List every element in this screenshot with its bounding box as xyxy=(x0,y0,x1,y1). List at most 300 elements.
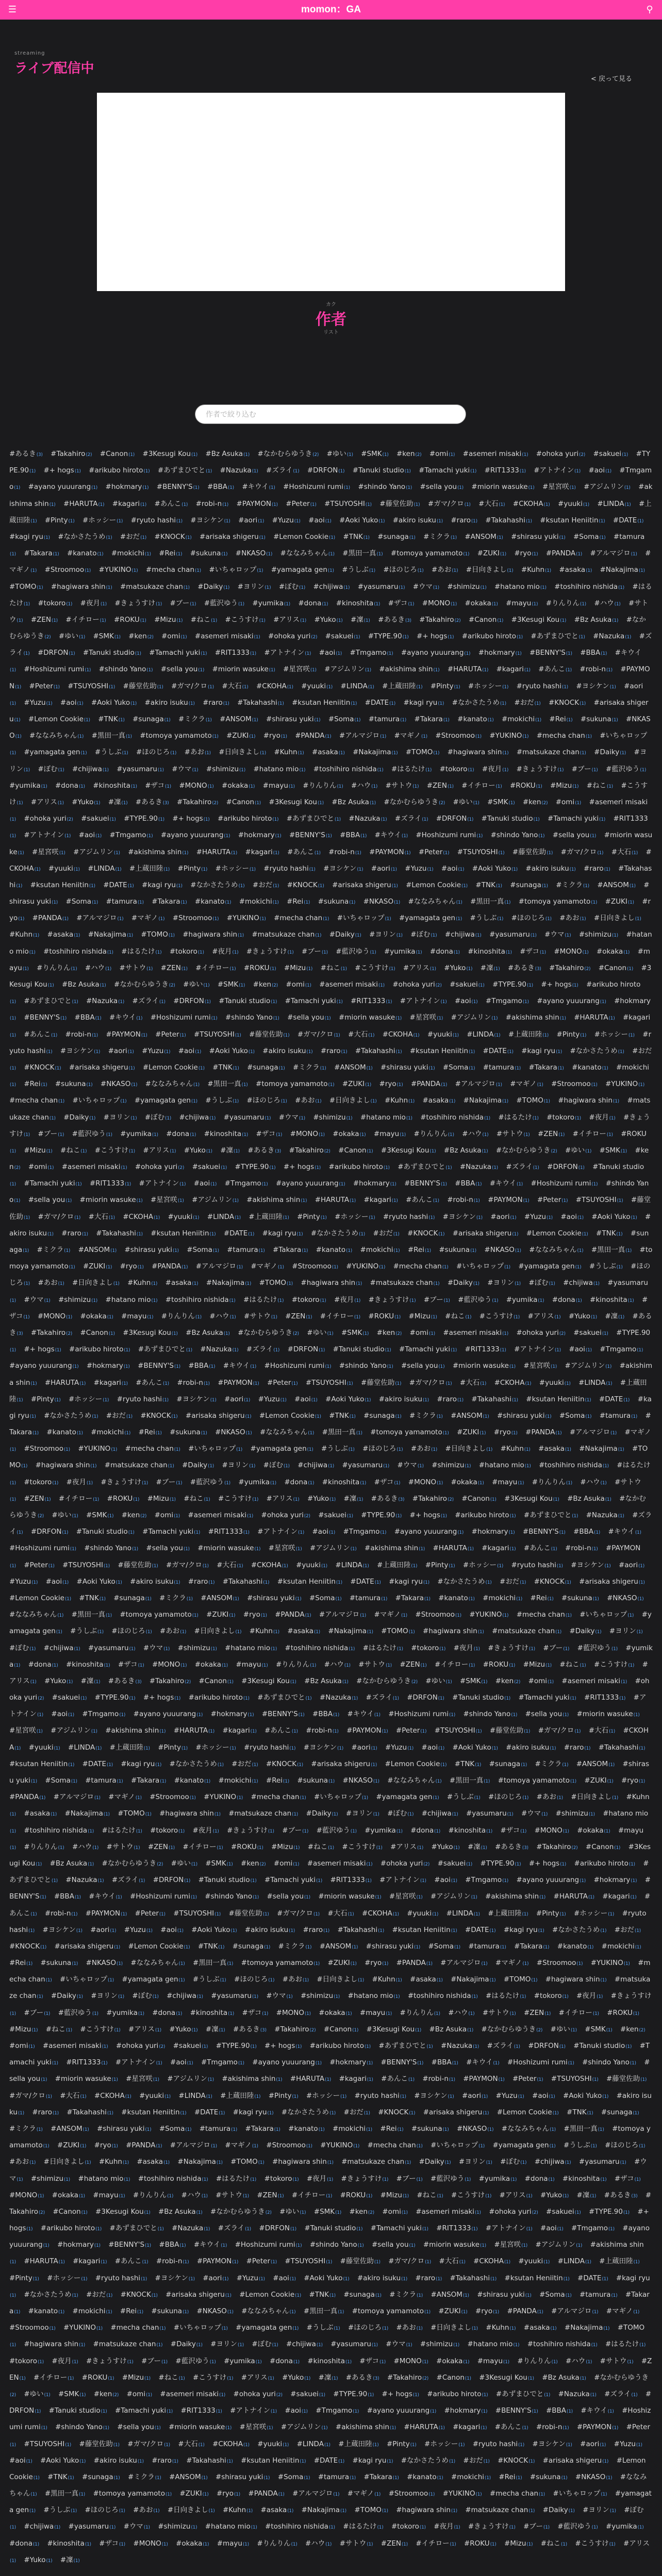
author-tag[interactable] xyxy=(220,1146,240,1155)
author-tag[interactable] xyxy=(511,533,566,541)
author-tag[interactable] xyxy=(427,1030,459,1039)
author-tag[interactable] xyxy=(354,2506,388,2514)
author-tag[interactable] xyxy=(72,798,100,806)
author-tag[interactable] xyxy=(481,1859,521,1868)
author-tag[interactable] xyxy=(219,997,277,1005)
author-tag[interactable] xyxy=(307,1329,333,1337)
author-tag[interactable] xyxy=(320,1693,358,1702)
author-tag[interactable] xyxy=(388,599,415,607)
author-tag[interactable] xyxy=(156,1478,182,1486)
author-tag[interactable] xyxy=(479,1312,520,1320)
author-tag[interactable] xyxy=(386,782,419,790)
author-tag[interactable] xyxy=(145,1080,200,1088)
author-tag[interactable] xyxy=(259,1279,293,1287)
author-tag[interactable] xyxy=(581,715,618,723)
author-tag[interactable] xyxy=(252,930,321,939)
author-tag[interactable] xyxy=(287,897,310,906)
author-tag[interactable] xyxy=(525,2175,555,2183)
author-tag[interactable] xyxy=(28,2307,65,2315)
author-tag[interactable] xyxy=(283,483,350,491)
author-tag[interactable] xyxy=(423,1627,484,1635)
author-tag[interactable] xyxy=(182,1461,214,1469)
author-tag[interactable] xyxy=(579,1578,645,1586)
author-tag[interactable] xyxy=(178,865,208,873)
author-tag[interactable] xyxy=(62,980,106,989)
author-tag[interactable] xyxy=(225,1644,277,1652)
author-tag[interactable] xyxy=(559,566,592,574)
author-tag[interactable] xyxy=(118,1809,152,1818)
author-tag[interactable] xyxy=(591,1959,630,1967)
author-tag[interactable] xyxy=(148,1843,175,1851)
author-tag[interactable] xyxy=(486,2324,516,2332)
author-tag[interactable] xyxy=(194,1627,242,1635)
author-tag[interactable] xyxy=(146,566,201,574)
author-tag[interactable] xyxy=(384,947,422,956)
author-tag[interactable] xyxy=(79,1594,106,1602)
author-tag[interactable] xyxy=(170,2058,193,2066)
author-tag[interactable] xyxy=(293,1063,326,1072)
author-tag[interactable] xyxy=(31,2175,70,2183)
author-tag[interactable] xyxy=(282,2108,336,2116)
author-tag[interactable] xyxy=(276,1179,345,1188)
author-tag[interactable] xyxy=(565,1362,611,1370)
author-tag[interactable] xyxy=(127,2390,153,2398)
author-tag[interactable] xyxy=(584,865,610,873)
author-tag[interactable] xyxy=(574,1909,614,1918)
author-tag[interactable] xyxy=(249,1213,289,1221)
author-tag[interactable] xyxy=(108,1677,142,1685)
author-tag[interactable] xyxy=(9,2092,52,2100)
author-tag[interactable] xyxy=(88,1644,136,1652)
author-tag[interactable] xyxy=(9,1726,43,1735)
author-tag[interactable] xyxy=(67,2108,113,2116)
author-tag[interactable] xyxy=(540,2191,569,2199)
author-tag[interactable] xyxy=(38,765,64,773)
author-tag[interactable] xyxy=(64,1809,110,1818)
author-tag[interactable] xyxy=(102,1859,163,1868)
author-tag[interactable] xyxy=(28,1196,72,1204)
author-tag[interactable] xyxy=(431,2175,471,2183)
author-tag[interactable] xyxy=(30,881,95,889)
author-tag[interactable] xyxy=(466,1809,514,1818)
author-tag[interactable] xyxy=(537,1959,583,1967)
author-tag[interactable] xyxy=(432,566,458,574)
author-tag[interactable] xyxy=(606,2075,647,2083)
author-tag[interactable] xyxy=(537,1793,563,1801)
author-tag[interactable] xyxy=(155,2274,195,2282)
author-tag[interactable] xyxy=(310,1544,357,1552)
author-tag[interactable] xyxy=(303,1926,329,1934)
author-tag[interactable] xyxy=(55,2423,109,2431)
author-tag[interactable] xyxy=(369,848,410,856)
author-tag[interactable] xyxy=(218,1379,259,1387)
author-tag[interactable] xyxy=(339,1013,402,1022)
author-tag[interactable] xyxy=(285,2406,308,2415)
author-tag[interactable] xyxy=(227,1826,274,1835)
author-tag[interactable] xyxy=(79,2440,120,2448)
author-tag[interactable] xyxy=(573,1528,600,1536)
author-tag[interactable] xyxy=(448,748,509,756)
author-tag[interactable] xyxy=(580,1611,634,1619)
author-tag[interactable] xyxy=(263,732,287,740)
author-tag[interactable] xyxy=(123,1329,178,1337)
author-tag[interactable] xyxy=(417,2191,443,2199)
author-tag[interactable] xyxy=(194,1030,241,1039)
author-tag[interactable] xyxy=(241,2456,306,2465)
author-tag[interactable] xyxy=(290,2390,325,2398)
author-tag[interactable] xyxy=(548,815,605,823)
author-tag[interactable] xyxy=(459,2158,492,2166)
author-tag[interactable] xyxy=(500,1826,526,1835)
author-tag[interactable] xyxy=(563,2092,608,2100)
author-tag[interactable] xyxy=(174,2324,228,2332)
author-tag[interactable] xyxy=(195,632,260,640)
author-tag[interactable] xyxy=(506,1296,544,1304)
author-tag[interactable] xyxy=(436,2224,477,2232)
author-tag[interactable] xyxy=(287,881,324,889)
author-tag[interactable] xyxy=(193,2374,233,2382)
author-tag[interactable] xyxy=(200,533,266,541)
author-tag[interactable] xyxy=(218,2224,251,2232)
author-tag[interactable] xyxy=(561,1594,599,1602)
author-tag[interactable] xyxy=(52,2191,85,2199)
author-tag[interactable] xyxy=(72,765,109,773)
author-tag[interactable] xyxy=(320,1942,358,1951)
author-tag[interactable] xyxy=(372,2241,416,2249)
author-tag[interactable] xyxy=(114,980,175,989)
author-tag[interactable] xyxy=(284,964,312,972)
author-tag[interactable] xyxy=(359,2357,386,2365)
author-tag[interactable] xyxy=(495,2406,538,2415)
author-tag[interactable] xyxy=(122,2374,151,2382)
author-tag[interactable] xyxy=(75,1013,102,1022)
author-tag[interactable] xyxy=(475,2307,499,2315)
author-tag[interactable] xyxy=(259,2224,296,2232)
author-tag[interactable] xyxy=(543,2456,609,2465)
author-tag[interactable] xyxy=(417,632,454,640)
author-tag[interactable] xyxy=(401,649,471,657)
author-tag[interactable] xyxy=(102,1826,142,1835)
author-tag[interactable] xyxy=(106,1296,158,1304)
author-tag[interactable] xyxy=(547,1113,581,1122)
author-tag[interactable] xyxy=(191,1926,237,1934)
author-tag[interactable] xyxy=(318,1892,381,1901)
author-tag[interactable] xyxy=(216,2473,270,2481)
author-tag[interactable] xyxy=(85,2506,125,2514)
author-tag[interactable] xyxy=(89,1213,115,1221)
author-tag[interactable] xyxy=(394,1528,464,1536)
author-tag[interactable] xyxy=(237,500,278,508)
author-tag[interactable] xyxy=(106,897,143,906)
author-tag[interactable] xyxy=(297,2440,330,2448)
author-tag[interactable] xyxy=(446,1909,480,1918)
author-tag[interactable] xyxy=(508,1030,549,1039)
author-tag[interactable] xyxy=(508,964,541,972)
author-tag[interactable] xyxy=(440,765,474,773)
author-tag[interactable] xyxy=(188,1445,242,1453)
author-tag[interactable] xyxy=(517,1876,586,1884)
author-tag[interactable] xyxy=(485,1892,545,1901)
author-tag[interactable] xyxy=(571,1793,618,1801)
author-tag[interactable] xyxy=(536,2241,583,2249)
author-tag[interactable] xyxy=(378,616,411,624)
author-tag[interactable] xyxy=(401,2456,455,2465)
author-tag[interactable] xyxy=(243,1296,284,1304)
author-tag[interactable] xyxy=(588,466,611,474)
author-tag[interactable] xyxy=(310,2042,371,2050)
author-tag[interactable] xyxy=(453,1362,516,1370)
author-tag[interactable] xyxy=(297,1776,335,1785)
author-tag[interactable] xyxy=(52,1693,87,1702)
author-tag[interactable] xyxy=(586,1511,624,1519)
author-tag[interactable] xyxy=(82,2374,114,2382)
author-tag[interactable] xyxy=(456,1262,510,1270)
author-tag[interactable] xyxy=(110,831,153,839)
author-tag[interactable] xyxy=(437,1395,464,1403)
author-tag[interactable] xyxy=(377,533,416,541)
author-tag[interactable] xyxy=(547,1163,585,1171)
author-tag[interactable] xyxy=(250,1627,279,1635)
author-tag[interactable] xyxy=(177,2158,223,2166)
author-tag[interactable] xyxy=(576,682,616,690)
author-tag[interactable] xyxy=(510,782,542,790)
author-tag[interactable] xyxy=(215,1428,252,1436)
author-tag[interactable] xyxy=(329,1412,356,1420)
author-tag[interactable] xyxy=(319,980,385,989)
author-tag[interactable] xyxy=(73,848,120,856)
author-tag[interactable] xyxy=(472,1528,515,1536)
author-tag[interactable] xyxy=(196,500,229,508)
author-tag[interactable] xyxy=(66,1660,110,1669)
author-tag[interactable] xyxy=(124,1246,179,1254)
author-tag[interactable] xyxy=(136,1379,169,1387)
author-tag[interactable] xyxy=(546,549,582,557)
author-tag[interactable] xyxy=(86,997,124,1005)
author-tag[interactable] xyxy=(543,2506,575,2514)
author-tag[interactable] xyxy=(393,1262,449,1270)
author-tag[interactable] xyxy=(132,1992,158,2000)
author-tag[interactable] xyxy=(546,2406,573,2415)
author-tag[interactable] xyxy=(387,2440,417,2448)
author-tag[interactable] xyxy=(557,1942,594,1951)
author-tag[interactable] xyxy=(395,815,428,823)
author-tag[interactable] xyxy=(38,649,75,657)
author-tag[interactable] xyxy=(379,1395,429,1403)
author-tag[interactable] xyxy=(24,831,71,839)
author-tag[interactable] xyxy=(362,1909,399,1918)
author-tag[interactable] xyxy=(72,1279,120,1287)
author-tag[interactable] xyxy=(471,1395,518,1403)
author-tag[interactable] xyxy=(532,1478,572,1486)
author-tag[interactable] xyxy=(24,1826,94,1835)
author-tag[interactable] xyxy=(108,798,128,806)
author-tag[interactable] xyxy=(133,997,166,1005)
author-tag[interactable] xyxy=(465,2506,535,2514)
author-tag[interactable] xyxy=(209,1312,236,1320)
author-tag[interactable] xyxy=(314,2208,341,2216)
author-tag[interactable] xyxy=(94,2092,131,2100)
author-tag[interactable] xyxy=(487,2042,520,2050)
author-tag[interactable] xyxy=(457,2125,494,2133)
author-tag[interactable] xyxy=(489,930,537,939)
author-tag[interactable] xyxy=(97,2125,152,2133)
author-tag[interactable] xyxy=(363,2473,399,2481)
author-tag[interactable] xyxy=(406,881,468,889)
author-tag[interactable] xyxy=(183,980,209,989)
author-tag[interactable] xyxy=(292,1296,326,1304)
author-tag[interactable] xyxy=(307,2175,333,2183)
author-tag[interactable] xyxy=(159,2125,192,2133)
author-tag[interactable] xyxy=(195,1743,236,1752)
author-tag[interactable] xyxy=(463,1710,517,1718)
author-tag[interactable] xyxy=(58,2390,86,2398)
author-tag[interactable] xyxy=(411,1644,445,1652)
author-tag[interactable] xyxy=(513,500,550,508)
author-tag[interactable] xyxy=(363,897,401,906)
author-tag[interactable] xyxy=(468,1942,506,1951)
author-tag[interactable] xyxy=(478,500,505,508)
author-tag[interactable] xyxy=(380,1859,429,1868)
author-tag[interactable] xyxy=(483,2009,516,2017)
author-tag[interactable] xyxy=(526,1395,591,1403)
author-tag[interactable] xyxy=(106,1412,133,1420)
author-tag[interactable] xyxy=(159,2241,186,2249)
author-tag[interactable] xyxy=(390,1843,423,1851)
author-tag[interactable] xyxy=(54,1793,101,1801)
author-tag[interactable] xyxy=(135,1163,184,1171)
author-tag[interactable] xyxy=(59,632,85,640)
author-tag[interactable] xyxy=(120,533,146,541)
author-tag[interactable] xyxy=(171,1859,197,1868)
author-tag[interactable] xyxy=(334,1296,360,1304)
author-tag[interactable] xyxy=(538,665,572,673)
author-tag[interactable] xyxy=(72,1611,112,1619)
author-tag[interactable] xyxy=(228,1809,298,1818)
author-tag[interactable] xyxy=(36,1461,97,1469)
author-tag[interactable] xyxy=(285,1644,355,1652)
author-tag[interactable] xyxy=(161,831,230,839)
author-tag[interactable] xyxy=(273,533,335,541)
author-tag[interactable] xyxy=(396,2324,422,2332)
author-tag[interactable] xyxy=(554,1892,594,1901)
author-tag[interactable] xyxy=(483,1660,516,1669)
author-tag[interactable] xyxy=(306,1379,353,1387)
author-tag[interactable] xyxy=(117,765,164,773)
author-tag[interactable] xyxy=(301,682,333,690)
author-tag[interactable] xyxy=(284,1163,321,1171)
author-tag[interactable] xyxy=(469,616,503,624)
author-tag[interactable] xyxy=(67,1478,93,1486)
author-tag[interactable] xyxy=(524,1544,557,1552)
author-tag[interactable] xyxy=(324,2025,358,2033)
author-tag[interactable] xyxy=(432,2058,458,2066)
author-tag[interactable] xyxy=(606,765,646,773)
author-tag[interactable] xyxy=(343,1528,386,1536)
author-tag[interactable] xyxy=(404,2423,444,2431)
author-tag[interactable] xyxy=(450,980,485,989)
author-tag[interactable] xyxy=(502,2125,556,2133)
author-tag[interactable] xyxy=(360,2009,392,2017)
author-tag[interactable] xyxy=(227,914,266,922)
author-tag[interactable] xyxy=(463,1561,503,1569)
author-tag[interactable] xyxy=(133,2191,173,2199)
author-tag[interactable] xyxy=(435,1660,475,1669)
author-tag[interactable] xyxy=(510,1080,543,1088)
author-tag[interactable] xyxy=(351,1743,377,1752)
author-tag[interactable] xyxy=(455,997,478,1005)
author-tag[interactable] xyxy=(406,748,440,756)
author-tag[interactable] xyxy=(343,1495,363,1503)
author-tag[interactable] xyxy=(219,1776,258,1785)
author-tag[interactable] xyxy=(594,599,620,607)
author-tag[interactable] xyxy=(48,865,80,873)
author-tag[interactable] xyxy=(24,1030,57,1039)
author-tag[interactable] xyxy=(152,897,187,906)
author-tag[interactable] xyxy=(57,2141,86,2149)
author-tag[interactable] xyxy=(529,649,572,657)
author-tag[interactable] xyxy=(511,914,552,922)
author-tag[interactable] xyxy=(428,1942,460,1951)
author-tag[interactable] xyxy=(490,1213,516,1221)
author-tag[interactable] xyxy=(89,466,150,474)
author-tag[interactable] xyxy=(195,1660,228,1669)
author-tag[interactable] xyxy=(600,2357,634,2365)
author-tag[interactable] xyxy=(342,566,375,574)
author-tag[interactable] xyxy=(521,1047,562,1055)
author-tag[interactable] xyxy=(460,1379,486,1387)
author-tag[interactable] xyxy=(457,848,505,856)
author-tag[interactable] xyxy=(551,1080,598,1088)
author-tag[interactable] xyxy=(374,1611,408,1619)
author-tag[interactable] xyxy=(322,1428,362,1436)
author-tag[interactable] xyxy=(420,2340,459,2348)
author-tag[interactable] xyxy=(363,1644,403,1652)
author-tag[interactable] xyxy=(238,516,264,524)
author-tag[interactable] xyxy=(116,2042,165,2050)
author-tag[interactable] xyxy=(551,2075,599,2083)
author-tag[interactable] xyxy=(9,782,47,790)
author-tag[interactable] xyxy=(104,1113,137,1122)
author-tag[interactable] xyxy=(580,1478,606,1486)
author-tag[interactable] xyxy=(269,2092,299,2100)
author-tag[interactable] xyxy=(274,2025,316,2033)
author-tag[interactable] xyxy=(416,2208,481,2216)
author-tag[interactable] xyxy=(552,1926,606,1934)
author-tag[interactable] xyxy=(24,1843,64,1851)
author-tag[interactable] xyxy=(197,1544,260,1552)
author-tag[interactable] xyxy=(540,2224,564,2232)
author-tag[interactable] xyxy=(271,566,334,574)
author-tag[interactable] xyxy=(501,1445,531,1453)
author-tag[interactable] xyxy=(452,1743,498,1752)
author-tag[interactable] xyxy=(257,2440,289,2448)
author-tag[interactable] xyxy=(9,2274,39,2282)
author-tag[interactable] xyxy=(342,1080,371,1088)
author-tag[interactable] xyxy=(419,466,476,474)
author-tag[interactable] xyxy=(81,1677,101,1685)
author-tag[interactable] xyxy=(234,1975,274,1984)
author-tag[interactable] xyxy=(342,1843,382,1851)
author-tag[interactable] xyxy=(115,2058,162,2066)
author-tag[interactable] xyxy=(95,1146,135,1155)
author-tag[interactable] xyxy=(561,1677,627,1685)
author-tag[interactable] xyxy=(377,1329,402,1337)
author-tag[interactable] xyxy=(451,1412,489,1420)
author-tag[interactable] xyxy=(369,930,403,939)
author-tag[interactable] xyxy=(263,782,295,790)
author-tag[interactable] xyxy=(423,2241,486,2249)
author-tag[interactable] xyxy=(415,1611,461,1619)
